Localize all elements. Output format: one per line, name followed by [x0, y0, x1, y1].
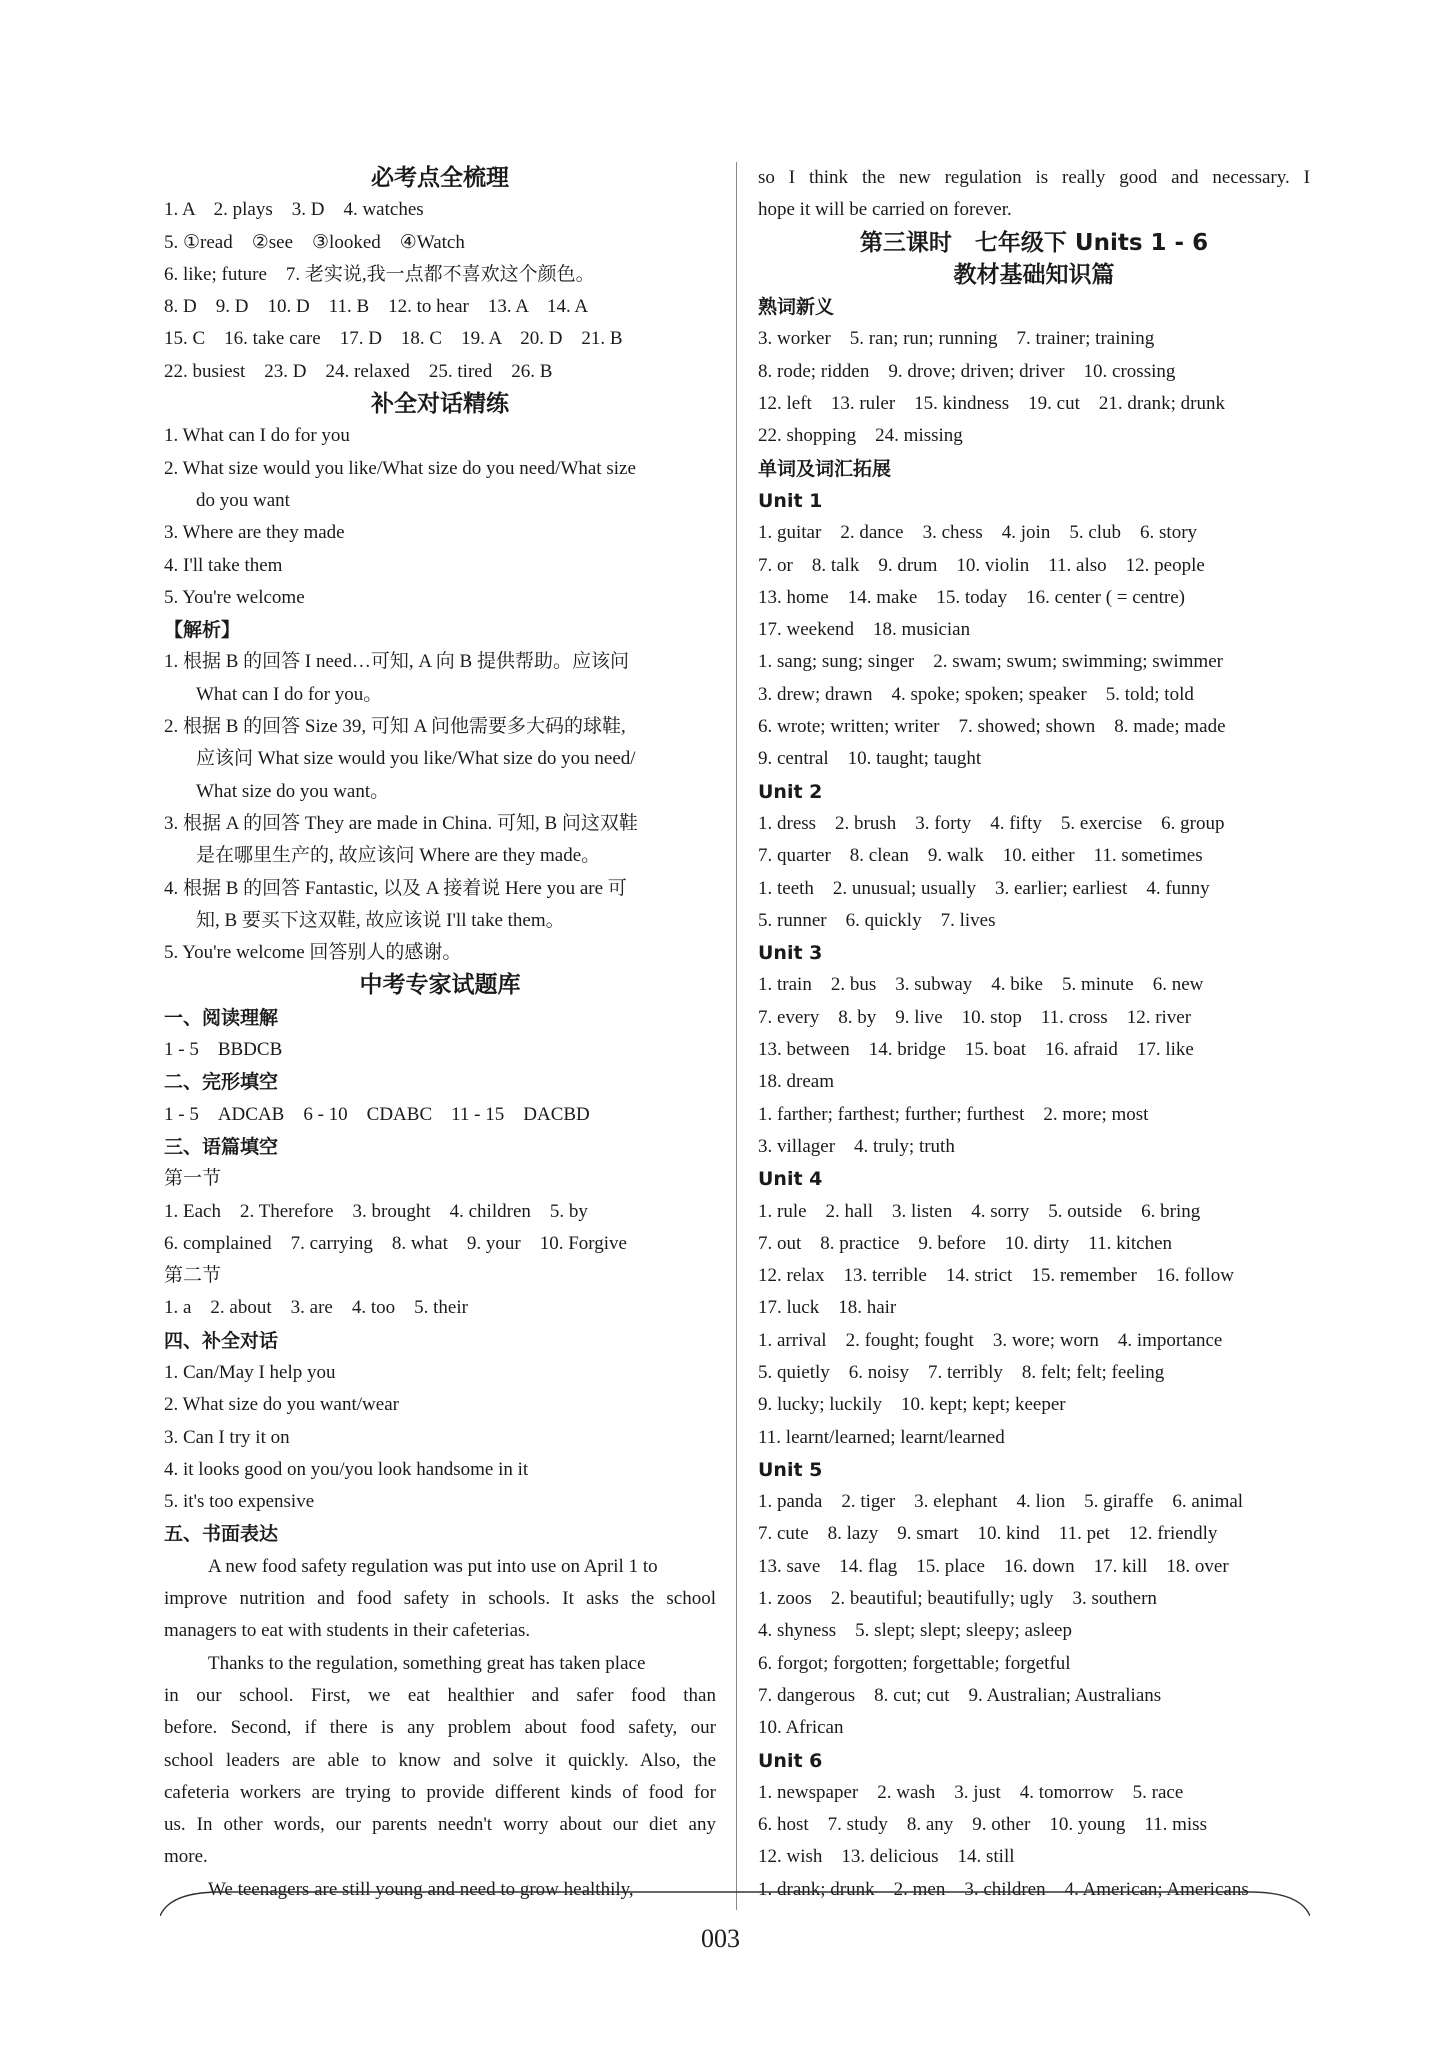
text-line: 1. dress 2. brush 3. forty 4. fifty 5. exercise 6. group	[758, 812, 1225, 834]
left-column	[164, 162, 716, 1906]
subsection-label: Unit 4	[758, 1168, 823, 1191]
text-line: What size do you want。	[196, 780, 390, 802]
text-line: 12. relax 13. terrible 14. strict 15. remember 16. follow	[758, 1265, 1234, 1287]
section-heading: 中考专家试题库	[359, 972, 521, 999]
text-line: 1. guitar 2. dance 3. chess 4. join 5. club 6. story	[758, 522, 1198, 544]
text-line: 应该问 What size would you like/What size do you need/	[196, 748, 636, 770]
column-divider	[736, 162, 737, 1910]
text-line: 12. wish 13. delicious 14. still	[758, 1846, 1015, 1868]
text-line: 7. out 8. practice 9. before 10. dirty 11. kitchen	[758, 1232, 1173, 1254]
text-line: 知, B 要买下这双鞋, 故应该说 I'll take them。	[196, 909, 565, 931]
subsection-label: 四、补全对话	[164, 1329, 279, 1352]
text-line: 22. busiest 23. D 24. relaxed 25. tired 26. B	[164, 360, 553, 382]
text-line: 是在哪里生产的, 故应该问 Where are they made。	[196, 845, 601, 867]
text-line: 4. I'll take them	[164, 554, 283, 576]
text-line: 11. learnt/learned; learnt/learned	[758, 1426, 1005, 1448]
paragraph-line: Thanks to the regulation, something great has taken place	[208, 1652, 646, 1674]
text-line: 7. cute 8. lazy 9. smart 10. kind 11. pet 12. friendly	[758, 1523, 1218, 1545]
subsection-label: Unit 2	[758, 780, 823, 803]
text-line: 3. Can I try it on	[164, 1426, 290, 1448]
subsection-label: 三、语篇填空	[164, 1135, 279, 1158]
text-line: 7. every 8. by 9. live 10. stop 11. cross 12. river	[758, 1006, 1192, 1028]
text-line: 1. 根据 B 的回答 I need…可知, A 向 B 提供帮助。应该问	[164, 651, 629, 673]
subsection-label: Unit 5	[758, 1458, 823, 1481]
text-line: 3. drew; drawn 4. spoke; spoken; speaker 5. told; told	[758, 683, 1194, 705]
text-line: 3. worker 5. ran; run; running 7. trainer; training	[758, 328, 1155, 350]
subsection-label: 一、阅读理解	[164, 1006, 279, 1029]
text-line: 7. or 8. talk 9. drum 10. violin 11. also 12. people	[758, 554, 1205, 576]
footer-curve-decoration	[160, 1888, 1310, 1918]
text-line: 4. shyness 5. slept; slept; sleepy; asleep	[758, 1620, 1072, 1642]
text-line: 1. Each 2. Therefore 3. brought 4. children 5. by	[164, 1200, 588, 1222]
text-line: 1. farther; farthest; further; furthest 2. more; most	[758, 1103, 1149, 1125]
section-heading: 必考点全梳理	[371, 165, 509, 191]
text-line: 9. central 10. taught; taught	[758, 748, 982, 770]
text-line: 3. villager 4. truly; truth	[758, 1135, 955, 1157]
text-line: hope it will be carried on forever.	[758, 199, 1012, 221]
text-line: 17. luck 18. hair	[758, 1297, 897, 1319]
text-line: 9. lucky; luckily 10. kept; kept; keeper	[758, 1394, 1066, 1416]
subsection-label: 熟词新义	[758, 296, 835, 319]
text-line: 5. You're welcome 回答别人的感谢。	[164, 942, 462, 964]
text-line: 5. You're welcome	[164, 586, 305, 608]
text-line: 6. complained 7. carrying 8. what 9. your 10. Forgive	[164, 1232, 627, 1254]
paragraph-line: before. Second, if there is any problem about food safety, our	[164, 1717, 716, 1739]
text-line: 13. save 14. flag 15. place 16. down 17. kill 18. over	[758, 1555, 1229, 1577]
text-line: 7. quarter 8. clean 9. walk 10. either 11. sometimes	[758, 845, 1203, 867]
subsection-label: 二、完形填空	[164, 1071, 279, 1094]
text-line: 1. panda 2. tiger 3. elephant 4. lion 5. giraffe 6. animal	[758, 1491, 1244, 1513]
text-line: more.	[164, 1846, 208, 1868]
subsection-label: 【解析】	[164, 619, 241, 642]
text-line: 10. African	[758, 1717, 844, 1739]
text-line: 1. arrival 2. fought; fought 3. wore; worn 4. importance	[758, 1329, 1223, 1351]
text-line: 22. shopping 24. missing	[758, 425, 963, 447]
subsection-label: 五、书面表达	[164, 1523, 279, 1546]
text-line: 1. A 2. plays 3. D 4. watches	[164, 199, 424, 221]
text-line: 1. Can/May I help you	[164, 1361, 336, 1383]
text-line: 6. like; future 7. 老实说,我一点都不喜欢这个颜色。	[164, 263, 595, 285]
text-line: 8. rode; ridden 9. drove; driven; driver 10. crossing	[758, 360, 1176, 382]
section-heading: 第三课时 七年级下 Units 1 - 6	[859, 229, 1209, 256]
paragraph-line: improve nutrition and food safety in schools. It asks the school	[164, 1588, 716, 1610]
text-line: 8. D 9. D 10. D 11. B 12. to hear 13. A 14. A	[164, 296, 589, 318]
text-line: 4. 根据 B 的回答 Fantastic, 以及 A 接着说 Here you are 可	[164, 877, 627, 899]
paragraph-line: so I think the new regulation is really good and necessary. I	[758, 167, 1310, 188]
text-line: 6. wrote; written; writer 7. showed; shown 8. made; made	[758, 716, 1226, 738]
subsection-label: Unit 1	[758, 489, 823, 512]
text-line: 5. ①read ②see ③looked ④Watch	[164, 231, 465, 253]
paragraph-line: us. In other words, our parents needn't worry about our diet any	[164, 1814, 716, 1836]
paragraph-line: in our school. First, we eat healthier and safer food than	[164, 1684, 716, 1706]
text-line: 1. a 2. about 3. are 4. too 5. their	[164, 1297, 468, 1319]
text-line: 1 - 5 ADCAB 6 - 10 CDABC 11 - 15 DACBD	[164, 1103, 590, 1125]
text-line: 1. rule 2. hall 3. listen 4. sorry 5. outside 6. bring	[758, 1200, 1201, 1222]
text-line: do you want	[196, 489, 290, 511]
text-line: 1 - 5 BBDCB	[164, 1039, 283, 1061]
text-line: 2. What size would you like/What size do you need/What size	[164, 457, 636, 479]
paragraph-line: cafeteria workers are trying to provide different kinds of food for	[164, 1781, 716, 1803]
text-line: 4. it looks good on you/you look handsome in it	[164, 1458, 529, 1480]
text-line: 17. weekend 18. musician	[758, 619, 971, 641]
text-line: What can I do for you。	[196, 683, 383, 705]
text-line: 12. left 13. ruler 15. kindness 19. cut 21. drank; drunk	[758, 393, 1226, 415]
text-line: 3. Where are they made	[164, 522, 345, 544]
text-line: 15. C 16. take care 17. D 18. C 19. A 20. D 21. B	[164, 328, 623, 350]
subsection-label: Unit 3	[758, 942, 823, 965]
text-line: managers to eat with students in their cafeterias.	[164, 1620, 531, 1642]
text-line: 1. What can I do for you	[164, 425, 350, 447]
text-line: 13. home 14. make 15. today 16. center ( = centre)	[758, 586, 1185, 608]
text-line: 18. dream	[758, 1071, 834, 1093]
paragraph-line: school leaders are able to know and solve it quickly. Also, the	[164, 1749, 716, 1771]
subsection-label: 单词及词汇拓展	[758, 457, 892, 480]
right-column	[758, 162, 1310, 1906]
text-line: 第一节	[164, 1168, 222, 1190]
subsection-label: Unit 6	[758, 1749, 823, 1772]
paragraph-line: A new food safety regulation was put into use on April 1 to	[208, 1555, 658, 1577]
section-heading: 教材基础知识篇	[953, 261, 1115, 288]
text-line: 1. newspaper 2. wash 3. just 4. tomorrow 5. race	[758, 1781, 1184, 1803]
text-line: 6. forgot; forgotten; forgettable; forgetful	[758, 1652, 1071, 1674]
text-line: 6. host 7. study 8. any 9. other 10. young 11. miss	[758, 1814, 1207, 1836]
text-line: 1. train 2. bus 3. subway 4. bike 5. minute 6. new	[758, 974, 1204, 996]
text-line: 1. sang; sung; singer 2. swam; swum; swimming; swimmer	[758, 651, 1223, 673]
text-line: 5. runner 6. quickly 7. lives	[758, 909, 996, 931]
text-line: 2. What size do you want/wear	[164, 1394, 399, 1416]
paragraph-line: We teenagers are still young and need to grow healthily,	[208, 1878, 634, 1900]
text-line: 5. quietly 6. noisy 7. terribly 8. felt; felt; feeling	[758, 1361, 1165, 1383]
text-line: 2. 根据 B 的回答 Size 39, 可知 A 问他需要多大码的球鞋,	[164, 716, 626, 738]
text-line: 3. 根据 A 的回答 They are made in China. 可知, B 问这双鞋	[164, 812, 638, 834]
text-line: 1. zoos 2. beautiful; beautifully; ugly 3. southern	[758, 1588, 1157, 1610]
text-line: 第二节	[164, 1265, 222, 1287]
section-heading: 补全对话精练	[371, 391, 509, 418]
text-line: 13. between 14. bridge 15. boat 16. afraid 17. like	[758, 1039, 1194, 1061]
text-line: 1. drank; drunk 2. men 3. children 4. American; Americans	[758, 1878, 1249, 1900]
page-number: 003	[701, 1924, 740, 1953]
text-line: 5. it's too expensive	[164, 1491, 315, 1513]
text-line: 7. dangerous 8. cut; cut 9. Australian; Australians	[758, 1684, 1162, 1706]
text-line: 1. teeth 2. unusual; usually 3. earlier; earliest 4. funny	[758, 877, 1210, 899]
